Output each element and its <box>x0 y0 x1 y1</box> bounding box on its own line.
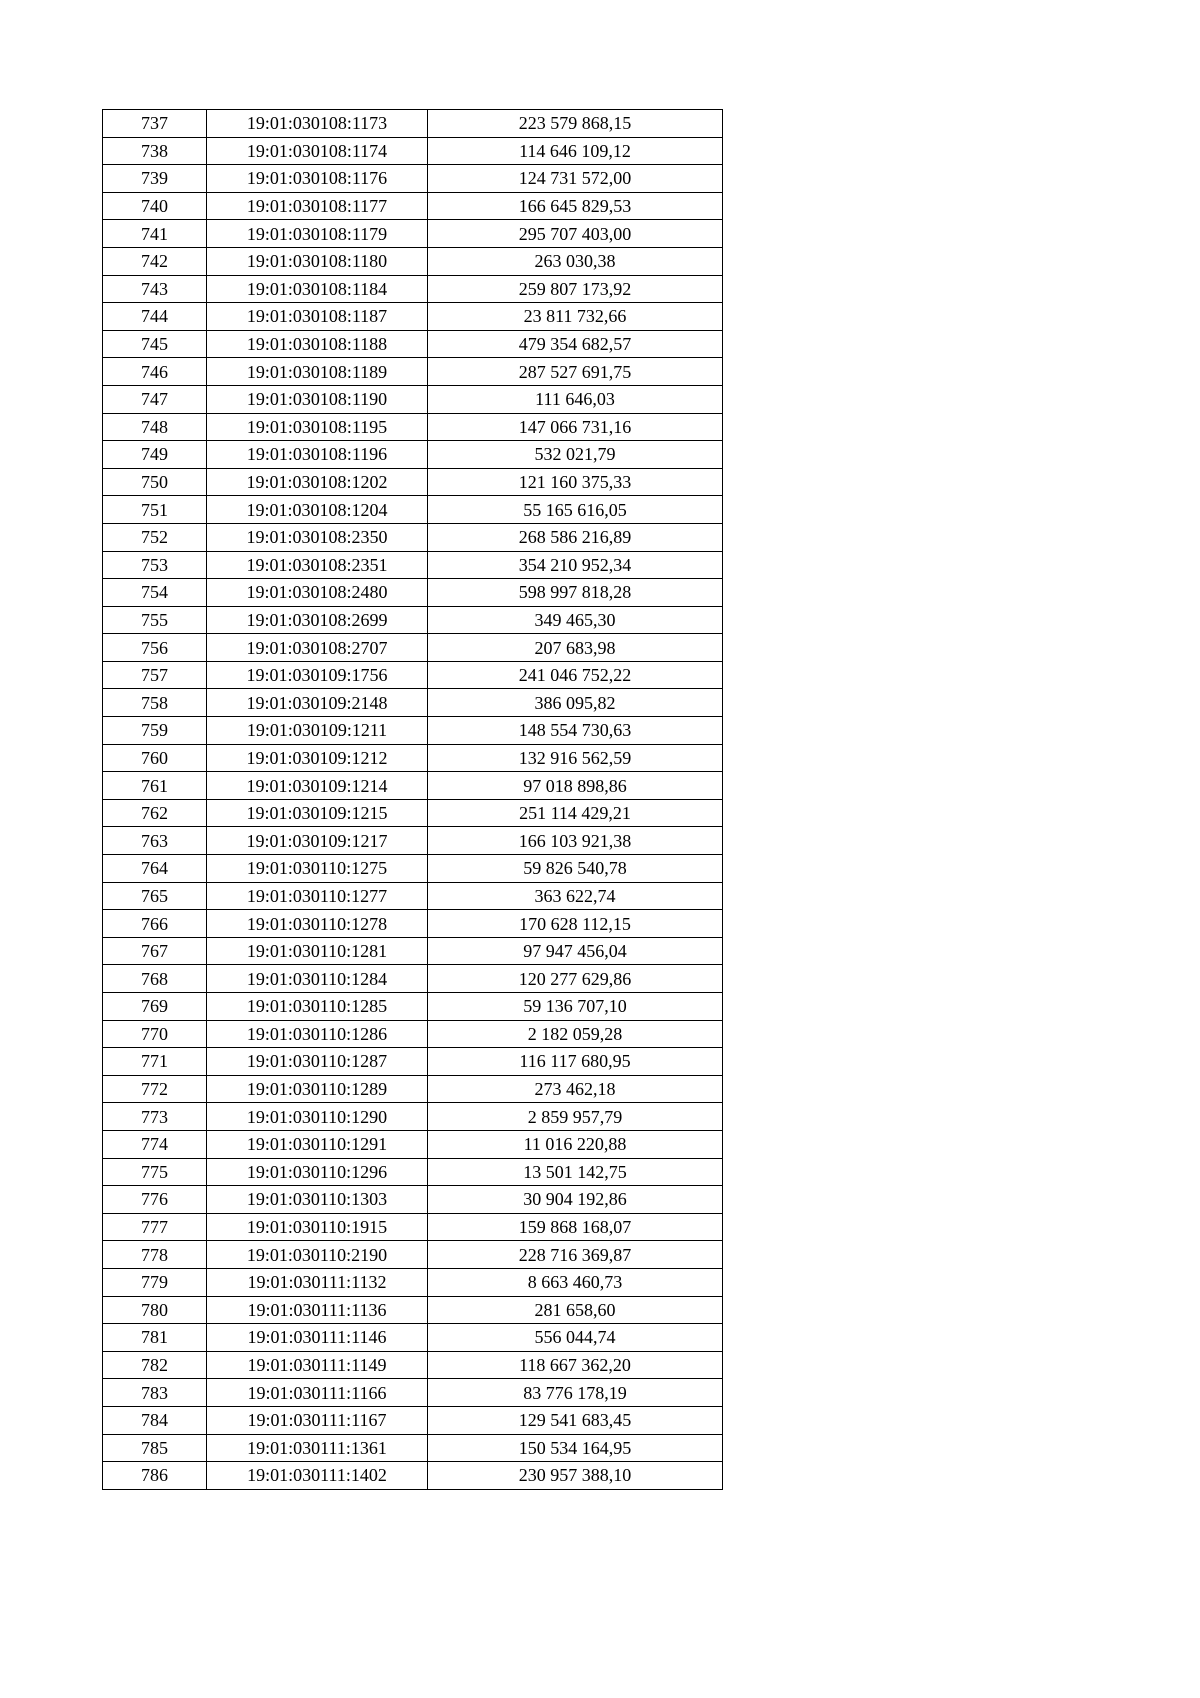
cadastral-number-cell: 19:01:030108:1179 <box>207 220 428 248</box>
row-number-cell: 786 <box>103 1462 207 1490</box>
cadastral-number-cell: 19:01:030108:1190 <box>207 385 428 413</box>
table-row <box>103 993 723 1021</box>
table-row <box>103 330 723 358</box>
table-row <box>103 579 723 607</box>
cadastral-value-cell: 354 210 952,34 <box>428 551 723 579</box>
cadastral-number-cell: 19:01:030110:1278 <box>207 910 428 938</box>
cadastral-number-cell: 19:01:030110:1289 <box>207 1075 428 1103</box>
cadastral-value-cell: 295 707 403,00 <box>428 220 723 248</box>
cadastral-value-cell: 116 117 680,95 <box>428 1048 723 1076</box>
cadastral-number-cell: 19:01:030111:1167 <box>207 1406 428 1434</box>
table-row <box>103 717 723 745</box>
table-row <box>103 1379 723 1407</box>
table-row <box>103 1130 723 1158</box>
table-row <box>103 192 723 220</box>
row-number-cell: 750 <box>103 468 207 496</box>
row-number-cell: 776 <box>103 1186 207 1214</box>
row-number-cell: 744 <box>103 303 207 331</box>
row-number-cell: 773 <box>103 1103 207 1131</box>
table-row <box>103 1296 723 1324</box>
table-row <box>103 165 723 193</box>
cadastral-number-cell: 19:01:030110:1291 <box>207 1130 428 1158</box>
row-number-cell: 783 <box>103 1379 207 1407</box>
cadastral-number-cell: 19:01:030108:1204 <box>207 496 428 524</box>
table-row <box>103 1351 723 1379</box>
cadastral-value-cell: 132 916 562,59 <box>428 744 723 772</box>
table-row <box>103 1241 723 1269</box>
cadastral-value-cell: 273 462,18 <box>428 1075 723 1103</box>
row-number-cell: 781 <box>103 1324 207 1352</box>
cadastral-value-cell: 263 030,38 <box>428 247 723 275</box>
cadastral-number-cell: 19:01:030108:2699 <box>207 606 428 634</box>
cadastral-value-cell: 598 997 818,28 <box>428 579 723 607</box>
row-number-cell: 779 <box>103 1268 207 1296</box>
cadastral-value-cell: 281 658,60 <box>428 1296 723 1324</box>
cadastral-value-cell: 59 136 707,10 <box>428 993 723 1021</box>
cadastral-number-cell: 19:01:030109:1214 <box>207 772 428 800</box>
row-number-cell: 775 <box>103 1158 207 1186</box>
cadastral-value-cell: 251 114 429,21 <box>428 799 723 827</box>
table-row <box>103 468 723 496</box>
cadastral-number-cell: 19:01:030110:1915 <box>207 1213 428 1241</box>
cadastral-value-cell: 147 066 731,16 <box>428 413 723 441</box>
cadastral-number-cell: 19:01:030108:1202 <box>207 468 428 496</box>
cadastral-number-cell: 19:01:030109:1211 <box>207 717 428 745</box>
cadastral-number-cell: 19:01:030110:1290 <box>207 1103 428 1131</box>
table-row <box>103 1048 723 1076</box>
row-number-cell: 772 <box>103 1075 207 1103</box>
cadastral-number-cell: 19:01:030110:2190 <box>207 1241 428 1269</box>
table-row <box>103 247 723 275</box>
cadastral-number-cell: 19:01:030111:1361 <box>207 1434 428 1462</box>
row-number-cell: 739 <box>103 165 207 193</box>
row-number-cell: 754 <box>103 579 207 607</box>
row-number-cell: 777 <box>103 1213 207 1241</box>
row-number-cell: 741 <box>103 220 207 248</box>
cadastral-value-cell: 287 527 691,75 <box>428 358 723 386</box>
table-body <box>103 110 723 1490</box>
table-row <box>103 1324 723 1352</box>
row-number-cell: 747 <box>103 385 207 413</box>
row-number-cell: 756 <box>103 634 207 662</box>
row-number-cell: 745 <box>103 330 207 358</box>
table-row <box>103 1268 723 1296</box>
table-row <box>103 551 723 579</box>
cadastral-number-cell: 19:01:030109:1217 <box>207 827 428 855</box>
cadastral-value-cell: 148 554 730,63 <box>428 717 723 745</box>
table-row <box>103 882 723 910</box>
cadastral-number-cell: 19:01:030110:1303 <box>207 1186 428 1214</box>
row-number-cell: 785 <box>103 1434 207 1462</box>
cadastral-number-cell: 19:01:030109:1212 <box>207 744 428 772</box>
cadastral-number-cell: 19:01:030108:1173 <box>207 110 428 138</box>
cadastral-value-cell: 159 868 168,07 <box>428 1213 723 1241</box>
row-number-cell: 774 <box>103 1130 207 1158</box>
row-number-cell: 780 <box>103 1296 207 1324</box>
table-row <box>103 689 723 717</box>
cadastral-value-cell: 83 776 178,19 <box>428 1379 723 1407</box>
cadastral-number-cell: 19:01:030111:1146 <box>207 1324 428 1352</box>
cadastral-number-cell: 19:01:030108:1188 <box>207 330 428 358</box>
cadastral-number-cell: 19:01:030110:1275 <box>207 855 428 883</box>
row-number-cell: 767 <box>103 937 207 965</box>
row-number-cell: 766 <box>103 910 207 938</box>
cadastral-number-cell: 19:01:030110:1277 <box>207 882 428 910</box>
table-row <box>103 965 723 993</box>
table-row <box>103 1075 723 1103</box>
cadastral-number-cell: 19:01:030110:1286 <box>207 1020 428 1048</box>
row-number-cell: 768 <box>103 965 207 993</box>
cadastral-value-cell: 349 465,30 <box>428 606 723 634</box>
cadastral-number-cell: 19:01:030110:1281 <box>207 937 428 965</box>
cadastral-value-cell: 170 628 112,15 <box>428 910 723 938</box>
row-number-cell: 769 <box>103 993 207 1021</box>
cadastral-value-cell: 114 646 109,12 <box>428 137 723 165</box>
table-row <box>103 799 723 827</box>
cadastral-value-cell: 129 541 683,45 <box>428 1406 723 1434</box>
row-number-cell: 761 <box>103 772 207 800</box>
table-row <box>103 1434 723 1462</box>
row-number-cell: 753 <box>103 551 207 579</box>
cadastral-value-cell: 59 826 540,78 <box>428 855 723 883</box>
table-row <box>103 744 723 772</box>
table-row <box>103 1186 723 1214</box>
cadastral-value-table <box>102 109 723 1490</box>
cadastral-value-cell: 532 021,79 <box>428 441 723 469</box>
table-row <box>103 358 723 386</box>
row-number-cell: 751 <box>103 496 207 524</box>
table-row <box>103 937 723 965</box>
row-number-cell: 755 <box>103 606 207 634</box>
table-row <box>103 220 723 248</box>
cadastral-number-cell: 19:01:030111:1132 <box>207 1268 428 1296</box>
cadastral-number-cell: 19:01:030111:1402 <box>207 1462 428 1490</box>
cadastral-number-cell: 19:01:030110:1296 <box>207 1158 428 1186</box>
row-number-cell: 764 <box>103 855 207 883</box>
table-row <box>103 772 723 800</box>
cadastral-number-cell: 19:01:030110:1284 <box>207 965 428 993</box>
cadastral-value-cell: 111 646,03 <box>428 385 723 413</box>
table-row <box>103 385 723 413</box>
cadastral-value-cell: 150 534 164,95 <box>428 1434 723 1462</box>
row-number-cell: 771 <box>103 1048 207 1076</box>
cadastral-value-cell: 13 501 142,75 <box>428 1158 723 1186</box>
cadastral-value-cell: 11 016 220,88 <box>428 1130 723 1158</box>
cadastral-number-cell: 19:01:030108:2707 <box>207 634 428 662</box>
cadastral-number-cell: 19:01:030108:2350 <box>207 523 428 551</box>
cadastral-value-cell: 166 645 829,53 <box>428 192 723 220</box>
cadastral-number-cell: 19:01:030108:1187 <box>207 303 428 331</box>
row-number-cell: 760 <box>103 744 207 772</box>
row-number-cell: 782 <box>103 1351 207 1379</box>
cadastral-value-cell: 30 904 192,86 <box>428 1186 723 1214</box>
cadastral-number-cell: 19:01:030108:1177 <box>207 192 428 220</box>
cadastral-value-cell: 363 622,74 <box>428 882 723 910</box>
row-number-cell: 759 <box>103 717 207 745</box>
cadastral-number-cell: 19:01:030108:2480 <box>207 579 428 607</box>
table-row <box>103 137 723 165</box>
cadastral-value-cell: 268 586 216,89 <box>428 523 723 551</box>
row-number-cell: 743 <box>103 275 207 303</box>
table-row <box>103 523 723 551</box>
cadastral-value-cell: 223 579 868,15 <box>428 110 723 138</box>
cadastral-number-cell: 19:01:030108:1184 <box>207 275 428 303</box>
cadastral-number-cell: 19:01:030108:1180 <box>207 247 428 275</box>
cadastral-value-cell: 228 716 369,87 <box>428 1241 723 1269</box>
row-number-cell: 738 <box>103 137 207 165</box>
cadastral-value-cell: 118 667 362,20 <box>428 1351 723 1379</box>
table-row <box>103 1213 723 1241</box>
table-row <box>103 303 723 331</box>
cadastral-value-cell: 97 947 456,04 <box>428 937 723 965</box>
cadastral-value-cell: 2 859 957,79 <box>428 1103 723 1131</box>
cadastral-value-cell: 8 663 460,73 <box>428 1268 723 1296</box>
row-number-cell: 763 <box>103 827 207 855</box>
cadastral-value-cell: 97 018 898,86 <box>428 772 723 800</box>
row-number-cell: 740 <box>103 192 207 220</box>
table-row <box>103 855 723 883</box>
cadastral-number-cell: 19:01:030109:2148 <box>207 689 428 717</box>
table-row <box>103 275 723 303</box>
row-number-cell: 737 <box>103 110 207 138</box>
cadastral-value-cell: 241 046 752,22 <box>428 661 723 689</box>
cadastral-number-cell: 19:01:030108:1176 <box>207 165 428 193</box>
cadastral-number-cell: 19:01:030109:1215 <box>207 799 428 827</box>
row-number-cell: 757 <box>103 661 207 689</box>
table-row <box>103 413 723 441</box>
row-number-cell: 784 <box>103 1406 207 1434</box>
table-row <box>103 1020 723 1048</box>
cadastral-value-cell: 120 277 629,86 <box>428 965 723 993</box>
table-row <box>103 441 723 469</box>
cadastral-value-cell: 230 957 388,10 <box>428 1462 723 1490</box>
cadastral-value-cell: 23 811 732,66 <box>428 303 723 331</box>
row-number-cell: 746 <box>103 358 207 386</box>
table-row <box>103 1462 723 1490</box>
cadastral-value-cell: 121 160 375,33 <box>428 468 723 496</box>
cadastral-number-cell: 19:01:030108:1195 <box>207 413 428 441</box>
cadastral-number-cell: 19:01:030111:1136 <box>207 1296 428 1324</box>
row-number-cell: 749 <box>103 441 207 469</box>
row-number-cell: 778 <box>103 1241 207 1269</box>
cadastral-value-cell: 2 182 059,28 <box>428 1020 723 1048</box>
cadastral-value-cell: 259 807 173,92 <box>428 275 723 303</box>
row-number-cell: 752 <box>103 523 207 551</box>
cadastral-value-cell: 55 165 616,05 <box>428 496 723 524</box>
table-row <box>103 1406 723 1434</box>
table-row <box>103 606 723 634</box>
cadastral-value-cell: 124 731 572,00 <box>428 165 723 193</box>
cadastral-number-cell: 19:01:030110:1287 <box>207 1048 428 1076</box>
table-row <box>103 634 723 662</box>
cadastral-number-cell: 19:01:030111:1149 <box>207 1351 428 1379</box>
table-row <box>103 661 723 689</box>
cadastral-value-cell: 166 103 921,38 <box>428 827 723 855</box>
cadastral-number-cell: 19:01:030108:1174 <box>207 137 428 165</box>
table-row <box>103 496 723 524</box>
cadastral-value-cell: 207 683,98 <box>428 634 723 662</box>
cadastral-number-cell: 19:01:030108:1189 <box>207 358 428 386</box>
row-number-cell: 762 <box>103 799 207 827</box>
table-row <box>103 1158 723 1186</box>
row-number-cell: 770 <box>103 1020 207 1048</box>
cadastral-number-cell: 19:01:030109:1756 <box>207 661 428 689</box>
row-number-cell: 742 <box>103 247 207 275</box>
cadastral-number-cell: 19:01:030110:1285 <box>207 993 428 1021</box>
cadastral-number-cell: 19:01:030108:1196 <box>207 441 428 469</box>
row-number-cell: 758 <box>103 689 207 717</box>
cadastral-value-cell: 386 095,82 <box>428 689 723 717</box>
row-number-cell: 765 <box>103 882 207 910</box>
table-row <box>103 827 723 855</box>
cadastral-value-cell: 479 354 682,57 <box>428 330 723 358</box>
table-row <box>103 1103 723 1131</box>
table-row <box>103 110 723 138</box>
cadastral-number-cell: 19:01:030108:2351 <box>207 551 428 579</box>
cadastral-number-cell: 19:01:030111:1166 <box>207 1379 428 1407</box>
cadastral-value-cell: 556 044,74 <box>428 1324 723 1352</box>
row-number-cell: 748 <box>103 413 207 441</box>
table-row <box>103 910 723 938</box>
